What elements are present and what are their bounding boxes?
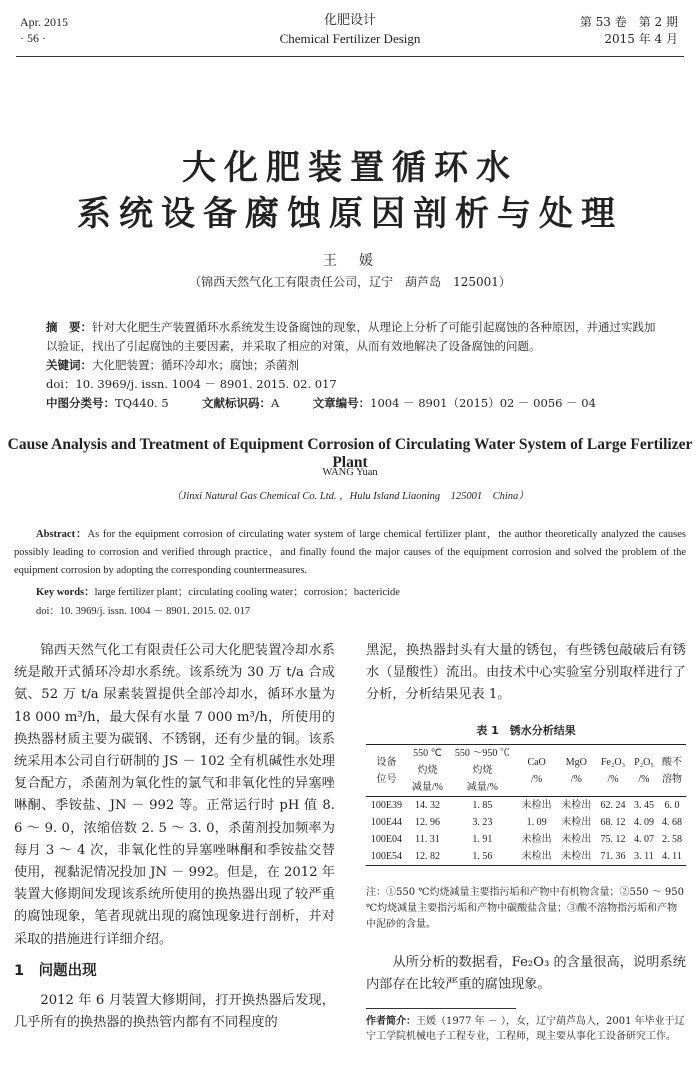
right-paragraph-1: 黑泥，换热器封头有大量的锈包，有些锈包敲破后有锈水（显酸性）流出。由技术中心实验室分别取样进行了分析，分析结果见表 1。 — [366, 643, 686, 703]
table-title: 表 1 锈水分析结果 — [476, 724, 576, 737]
th-acid-insoluble: 酸不 溶物 — [658, 745, 686, 797]
author-bio — [366, 1014, 686, 1044]
table-cell: 未检出 — [561, 817, 592, 828]
article-no-value: 1004 － 8901（2015）02 － 0056 － 04 — [370, 396, 596, 410]
doi-cn: doi：10. 3969/j. issn. 1004 － 8901. 2015. 02. 017 — [46, 377, 337, 391]
footnote-rule — [366, 1008, 516, 1009]
table-cell: 4. 11 — [658, 848, 686, 866]
abstract-cn-text: 针对大化肥生产装置循环水系统发生设备腐蚀的现象，从理论上分析了可能引起腐蚀的各种原因，并通过实践加以验证，找出了引起腐蚀的主要因素，并采取了相应的对策，从而有效地解决了设备腐蚀的问题。 — [46, 320, 656, 353]
th-mgo: MgO /% — [556, 745, 596, 797]
table-cell: 12. 96 — [414, 817, 440, 828]
english-doi: doi：10. 3969/j. issn. 1004 － 8901. 2015. 02. 017 — [36, 606, 251, 617]
clc-label: 中图分类号： — [46, 396, 115, 410]
keywords-cn — [46, 356, 666, 375]
table-row — [366, 814, 686, 831]
doc-code-value: A — [271, 396, 280, 410]
table-row — [366, 797, 686, 815]
table-cell: 62. 24 — [600, 800, 626, 811]
journal-name-en: Chemical Fertilizer Design — [279, 31, 421, 46]
table-cell: 未检出 — [561, 834, 592, 845]
english-abstract — [14, 526, 686, 580]
journal-name-cn: 化肥设计 — [323, 13, 376, 28]
classification-line — [46, 394, 666, 413]
english-keywords-text: large fertilizer plant；circulating cooling water；corrosion；bactericide — [94, 587, 400, 598]
english-keywords-label: Key words： — [36, 587, 95, 598]
english-keywords — [36, 584, 400, 599]
english-author: WANG Yuan — [322, 467, 378, 478]
running-header-right — [580, 14, 678, 48]
table-cell: 未检出 — [521, 834, 552, 845]
table-cell: 75. 12 — [600, 834, 626, 845]
table-cell: 1. 85 — [472, 800, 493, 811]
abstract-cn — [46, 318, 666, 413]
keywords-cn-text: 大化肥装置；循环冷却水；腐蚀；杀菌剂 — [92, 358, 299, 372]
author-name: 王 媛 — [323, 253, 377, 269]
table-row — [366, 831, 686, 848]
table-cell: 100E39 — [370, 800, 403, 811]
page-number: · 56 · — [20, 31, 46, 45]
section-heading-1: 1 问题出现 — [14, 962, 97, 979]
table-cell: 1. 91 — [472, 834, 493, 845]
table-cell: 71. 36 — [596, 848, 630, 866]
table-cell: 68. 12 — [600, 817, 626, 828]
english-title: Cause Analysis and Treatment of Equipment Corrosion of Circulating Water System of Large Fertilizer Plant — [7, 436, 693, 471]
th-device: 设备 位号 — [366, 745, 407, 797]
th-cao: CaO /% — [517, 745, 557, 797]
table-cell: 100E54 — [366, 848, 407, 866]
english-abstract-text: As for the equipment corrosion of circulating water system of large chemical fertilizer plant，the author theoretically analyzed the causes possibly leading to corrosion and verified through practice，and finally found the major causes of the equipment corrosion and solved the problem of the equipment corrosion by adopting the corresponding countermeasures. — [14, 529, 686, 576]
table-cell: 3. 23 — [472, 817, 493, 828]
volume-issue: 第 53 卷 第 2 期 — [579, 15, 678, 29]
table-cell: 未检出 — [517, 848, 557, 866]
english-abstract-label: Abstract： — [36, 529, 88, 540]
th-p2o5: P₂O₅ /% — [630, 745, 658, 797]
intro-paragraph: 锦西天然气化工有限责任公司大化肥装置冷却水系统是敞开式循环冷却水系统。该系统为 30 万 t/a 合成氨、52 万 t/a 尿素装置提供全部冷却水，循环水量为 18 000 m³/h，最大保有水量 7 000 m³/h，所使用的换热器材质主要为碳钢、不锈钢，还有少量的铜。该系统采用本公司自行研制的 JS － 102 全有机碱性水处理复合配方，杀菌剂为氧化性的氯气和非氧化性的异塞唑啉酮、季铵盐、JN － 992 等。正常运行时 pH 值 8. 6 ～ 9. 0，浓缩倍数 2. 5 ～ 3. 0，杀菌剂投加频率为每月 3 ～ 4 次，非氧化性的异塞唑啉酮和季铵盐交替使用，视黏泥情况投加 JN － 992。但是，在 2012 年装置大修期间发现该系统所使用的换热器出现了较严重的腐蚀现象，笔者现就出现的腐蚀现象进行剖析，并对采取的措施进行详细介绍。 — [14, 643, 335, 947]
article-title-line2: 系统设备腐蚀原因剖析与处理 — [77, 194, 623, 234]
table-notes: 注：①550 ℃灼烧减量主要指污垢和产物中有机物含量；②550 ～ 950 ℃灼烧减量主要指污垢和产物中碳酸盐含量；③酸不溶物指污垢和产物中泥砂的含量。 — [366, 887, 684, 930]
table-cell: 1. 56 — [448, 848, 517, 866]
right-paragraph-2-wrap — [366, 952, 686, 996]
table-cell: 1. 09 — [526, 817, 547, 828]
table-cell: 3. 11 — [630, 848, 658, 866]
table-cell: 14. 32 — [414, 800, 440, 811]
table-cell: 4. 09 — [633, 817, 654, 828]
th-fe2o3: Fe₂O₃ /% — [596, 745, 630, 797]
english-affiliation: （Jinxi Natural Gas Chemical Co. Ltd. ，Hulu Island Liaoning 125001 China） — [171, 491, 529, 502]
table-cell: 12. 82 — [407, 848, 448, 866]
left-column — [14, 640, 335, 1034]
table-cell: 未检出 — [561, 800, 592, 811]
header-rule — [16, 56, 684, 57]
author-bio-text: 王媛（1977 年 － ），女，辽宁葫芦岛人，2001 年毕业于辽宁工学院机械电子工程专业，工程师，现主要从事化工设备研究工作。 — [366, 1016, 685, 1042]
abstract-cn-paragraph — [46, 318, 666, 356]
table-cell: 4. 68 — [661, 817, 682, 828]
issue-date-cn: 2015 年 4 月 — [604, 32, 678, 46]
table-cell: 未检出 — [556, 848, 596, 866]
table-cell: 6. 0 — [664, 800, 680, 811]
article-title-line1: 大化肥装置循环水 — [182, 148, 518, 188]
table-cell: 未检出 — [521, 800, 552, 811]
table-cell: 11. 31 — [415, 834, 440, 845]
table-cell: 3. 45 — [633, 800, 654, 811]
table-cell: 4. 07 — [633, 834, 654, 845]
table-cell: 100E44 — [370, 817, 403, 828]
rust-water-analysis-table — [366, 744, 686, 866]
clc-value: TQ440. 5 — [115, 396, 169, 410]
keywords-cn-label: 关键词： — [46, 358, 92, 372]
abstract-cn-label: 摘 要： — [46, 320, 92, 334]
table-cell: 2. 58 — [661, 834, 682, 845]
right-column — [366, 640, 686, 707]
author-bio-label: 作者简介： — [366, 1016, 416, 1027]
th-950: 550 ～950 ℃ 灼烧 减量/% — [448, 745, 517, 797]
table-row — [366, 848, 686, 866]
right-paragraph-2: 从所分析的数据看，Fe₂O₃ 的含量很高，说明系统内部存在比较严重的腐蚀现象。 — [366, 955, 686, 993]
th-550: 550 ℃ 灼烧 减量/% — [407, 745, 448, 797]
doc-code-label: 文献标识码： — [202, 396, 271, 410]
issue-date: Apr. 2015 — [20, 15, 68, 29]
section1-paragraph: 2012 年 6 月装置大修期间，打开换热器后发现，几乎所有的换热器的换热管内都有不同程度的 — [14, 993, 335, 1031]
table-cell: 100E04 — [370, 834, 403, 845]
article-no-label: 文章编号： — [312, 396, 371, 410]
author-affiliation: （锦西天然气化工有限责任公司，辽宁 葫芦岛 125001） — [189, 275, 511, 289]
